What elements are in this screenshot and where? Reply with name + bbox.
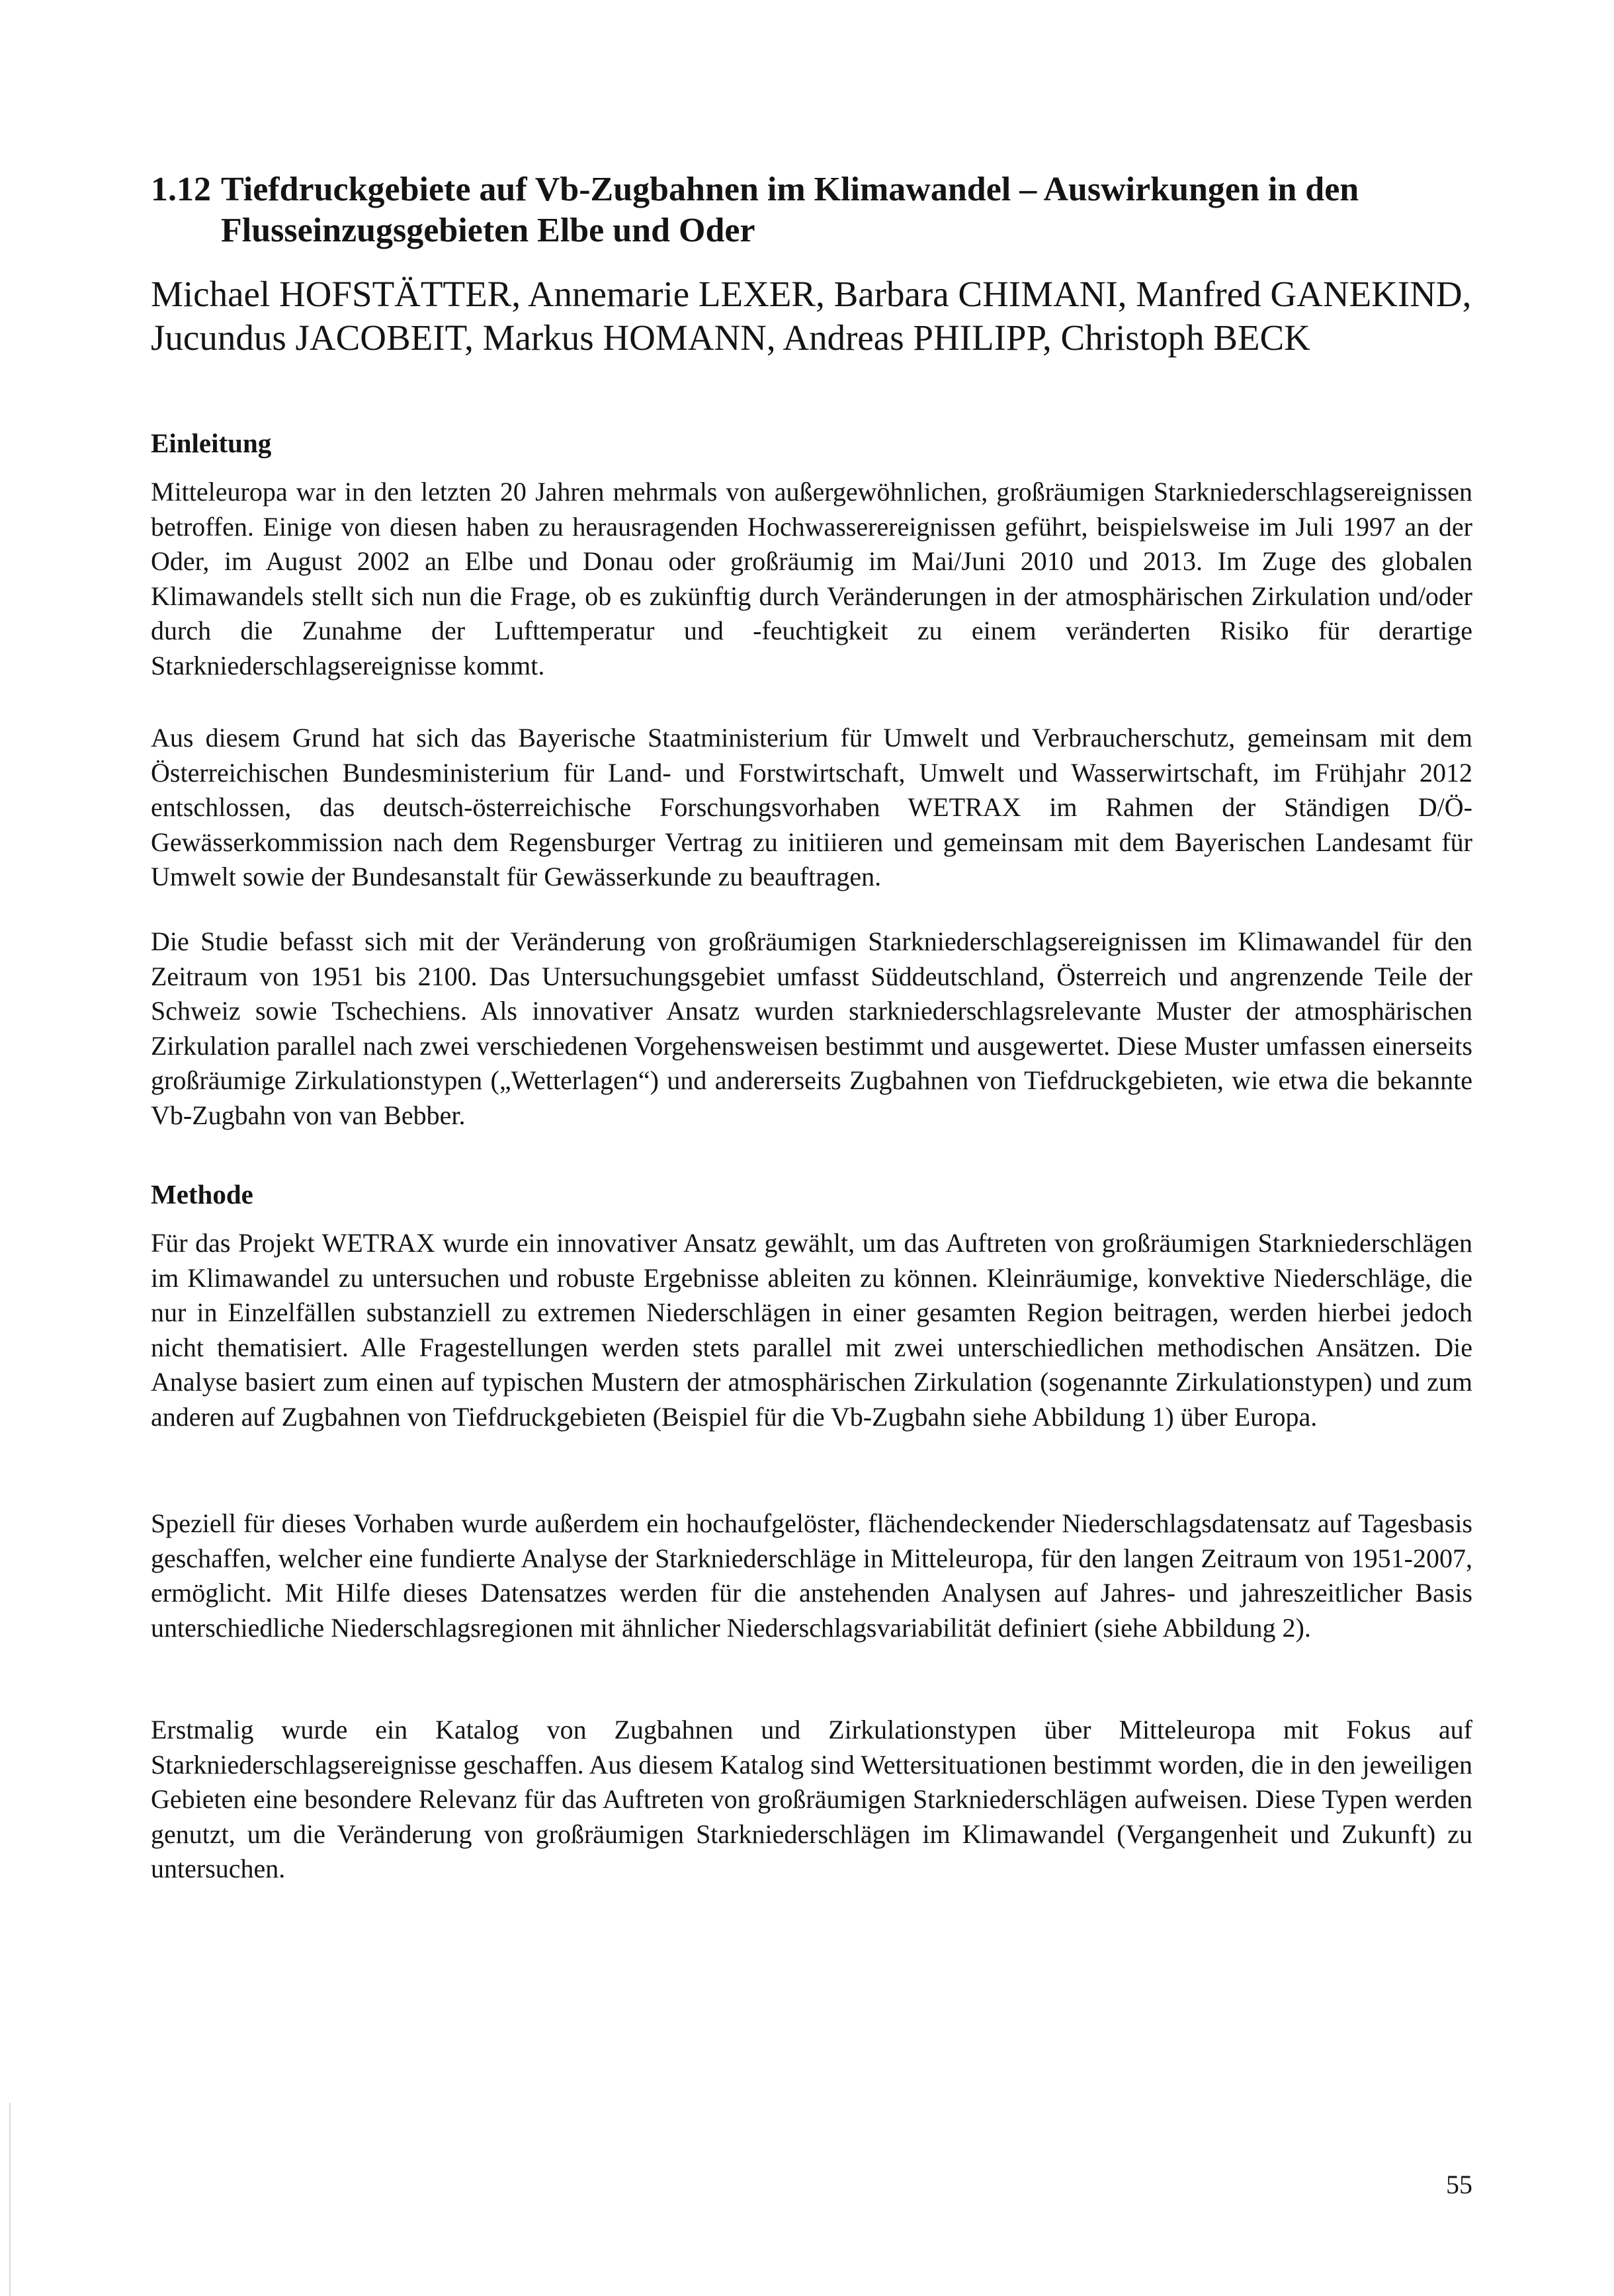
chapter-title xyxy=(151,169,1543,251)
page-number: 55 xyxy=(1446,2170,1472,2199)
section-heading-methode: Methode xyxy=(151,1179,253,1210)
section-number: 1.12 xyxy=(151,171,211,208)
intro-paragraph-3: Die Studie befasst sich mit der Veränderung von großräumigen Starkniederschlagsereignissen im Klimawandel für den Zeitraum von 1951 bis 2100. Das Untersuchungsgebiet umfasst Süddeutschland, Österreich und angrenzende Teile der Schweiz sowie Tschechiens. Als innovativer Ansatz wurden starkniederschlagsrelevante Muster der atmosphärischen Zirkulation parallel nach zwei verschiedenen Vorgehensweisen bestimmt und ausgewertet. Diese Muster umfassen einerseits großräumige Zirkulationstypen („Wetterlagen“) und andererseits Zugbahnen von Tiefdruckgebieten, wie etwa die bekannte Vb-Zugbahn von van Bebber. xyxy=(151,926,1472,1130)
method-paragraph-2: Speziell für dieses Vorhaben wurde außerdem ein hochaufgelöster, flächendeckender Niederschlagsdatensatz auf Tagesbasis geschaffen, welcher eine fundierte Analyse der Starkniederschläge in Mitteleuropa, für den langen Zeitraum von 1951-2007, ermöglicht. Mit Hilfe dieses Datensatzes werden für die anstehenden Analysen auf Jahres- und jahreszeitlicher Basis unterschiedliche Niederschlagsregionen mit ähnlicher Niederschlagsvariabilität definiert (siehe Abbildung 2). xyxy=(151,1508,1472,1643)
intro-paragraph-2: Aus diesem Grund hat sich das Bayerische Staatministerium für Umwelt und Verbraucherschutz, gemeinsam mit dem Österreichischen Bundesministerium für Land- und Forstwirtschaft, Umwelt und Wasserwirtschaft, im Frühjahr 2012 entschlossen, das deutsch-österreichische Forschungsvorhaben WETRAX im Rahmen der Ständigen D/Ö-Gewässerkommission nach dem Regensburger Vertrag zu initiieren und gemeinsam mit dem Bayerischen Landesamt für Umwelt sowie der Bundesanstalt für Gewässerkunde zu beauftragen. xyxy=(151,723,1472,891)
method-paragraph-1: Für das Projekt WETRAX wurde ein innovativer Ansatz gewählt, um das Auftreten von großräumigen Starkniederschlägen im Klimawandel zu untersuchen und robuste Ergebnisse ableiten zu können. Kleinräumige, konvektive Niederschläge, die nur in Einzelfällen substanziell zu extremen Niederschlägen in einer gesamten Region beitragen, werden hierbei jedoch nicht thematisiert. Alle Fragestellungen werden stets parallel mit zwei unterschiedlichen methodischen Ansätzen. Die Analyse basiert zum einen auf typischen Mustern der atmosphärischen Zirkulation (sogenannte Zirkulationstypen) und zum anderen auf Zugbahnen von Tiefdruckgebieten (Beispiel für die Vb-Zugbahn siehe Abbildung 1) über Europa. xyxy=(151,1228,1472,1432)
scan-edge-line xyxy=(9,2103,11,2296)
author-list: Michael HOFSTÄTTER, Annemarie LEXER, Barbara CHIMANI, Manfred GANEKIND, Jucundus JACOBEIT, Markus HOMANN, Andreas PHILIPP, Christoph BECK xyxy=(151,274,1472,358)
method-paragraph-3: Erstmalig wurde ein Katalog von Zugbahnen und Zirkulationstypen über Mitteleuropa mit Fokus auf Starkniederschlagsereignisse geschaffen. Aus diesem Katalog sind Wettersituationen bestimmt worden, die in den jeweiligen Gebieten eine besondere Relevanz für das Auftreten von großräumigen Starkniederschlägen aufweisen. Diese Typen werden genutzt, um die Veränderung von großräumigen Starkniederschlägen im Klimawandel (Vergangenheit und Zukunft) zu untersuchen. xyxy=(151,1715,1472,1883)
chapter-title-text: Tiefdruckgebiete auf Vb-Zugbahnen im Klimawandel – Auswirkungen in den Flusseinzugsgebieten Elbe und Oder xyxy=(221,171,1359,249)
intro-paragraph-1: Mitteleuropa war in den letzten 20 Jahren mehrmals von außergewöhnlichen, großräumigen Starkniederschlagsereignissen betroffen. Einige von diesen haben zu herausragenden Hochwasserereignissen geführt, beispielsweise im Juli 1997 an der Oder, im August 2002 an Elbe und Donau oder großräumig im Mai/Juni 2010 und 2013. Im Zuge des globalen Klimawandels stellt sich nun die Frage, ob es zukünftig durch Veränderungen in der atmosphärischen Zirkulation und/oder durch die Zunahme der Lufttemperatur und -feuchtigkeit zu einem veränderten Risiko für derartige Starkniederschlagsereignisse kommt. xyxy=(151,477,1472,680)
section-heading-einleitung: Einleitung xyxy=(151,428,272,458)
